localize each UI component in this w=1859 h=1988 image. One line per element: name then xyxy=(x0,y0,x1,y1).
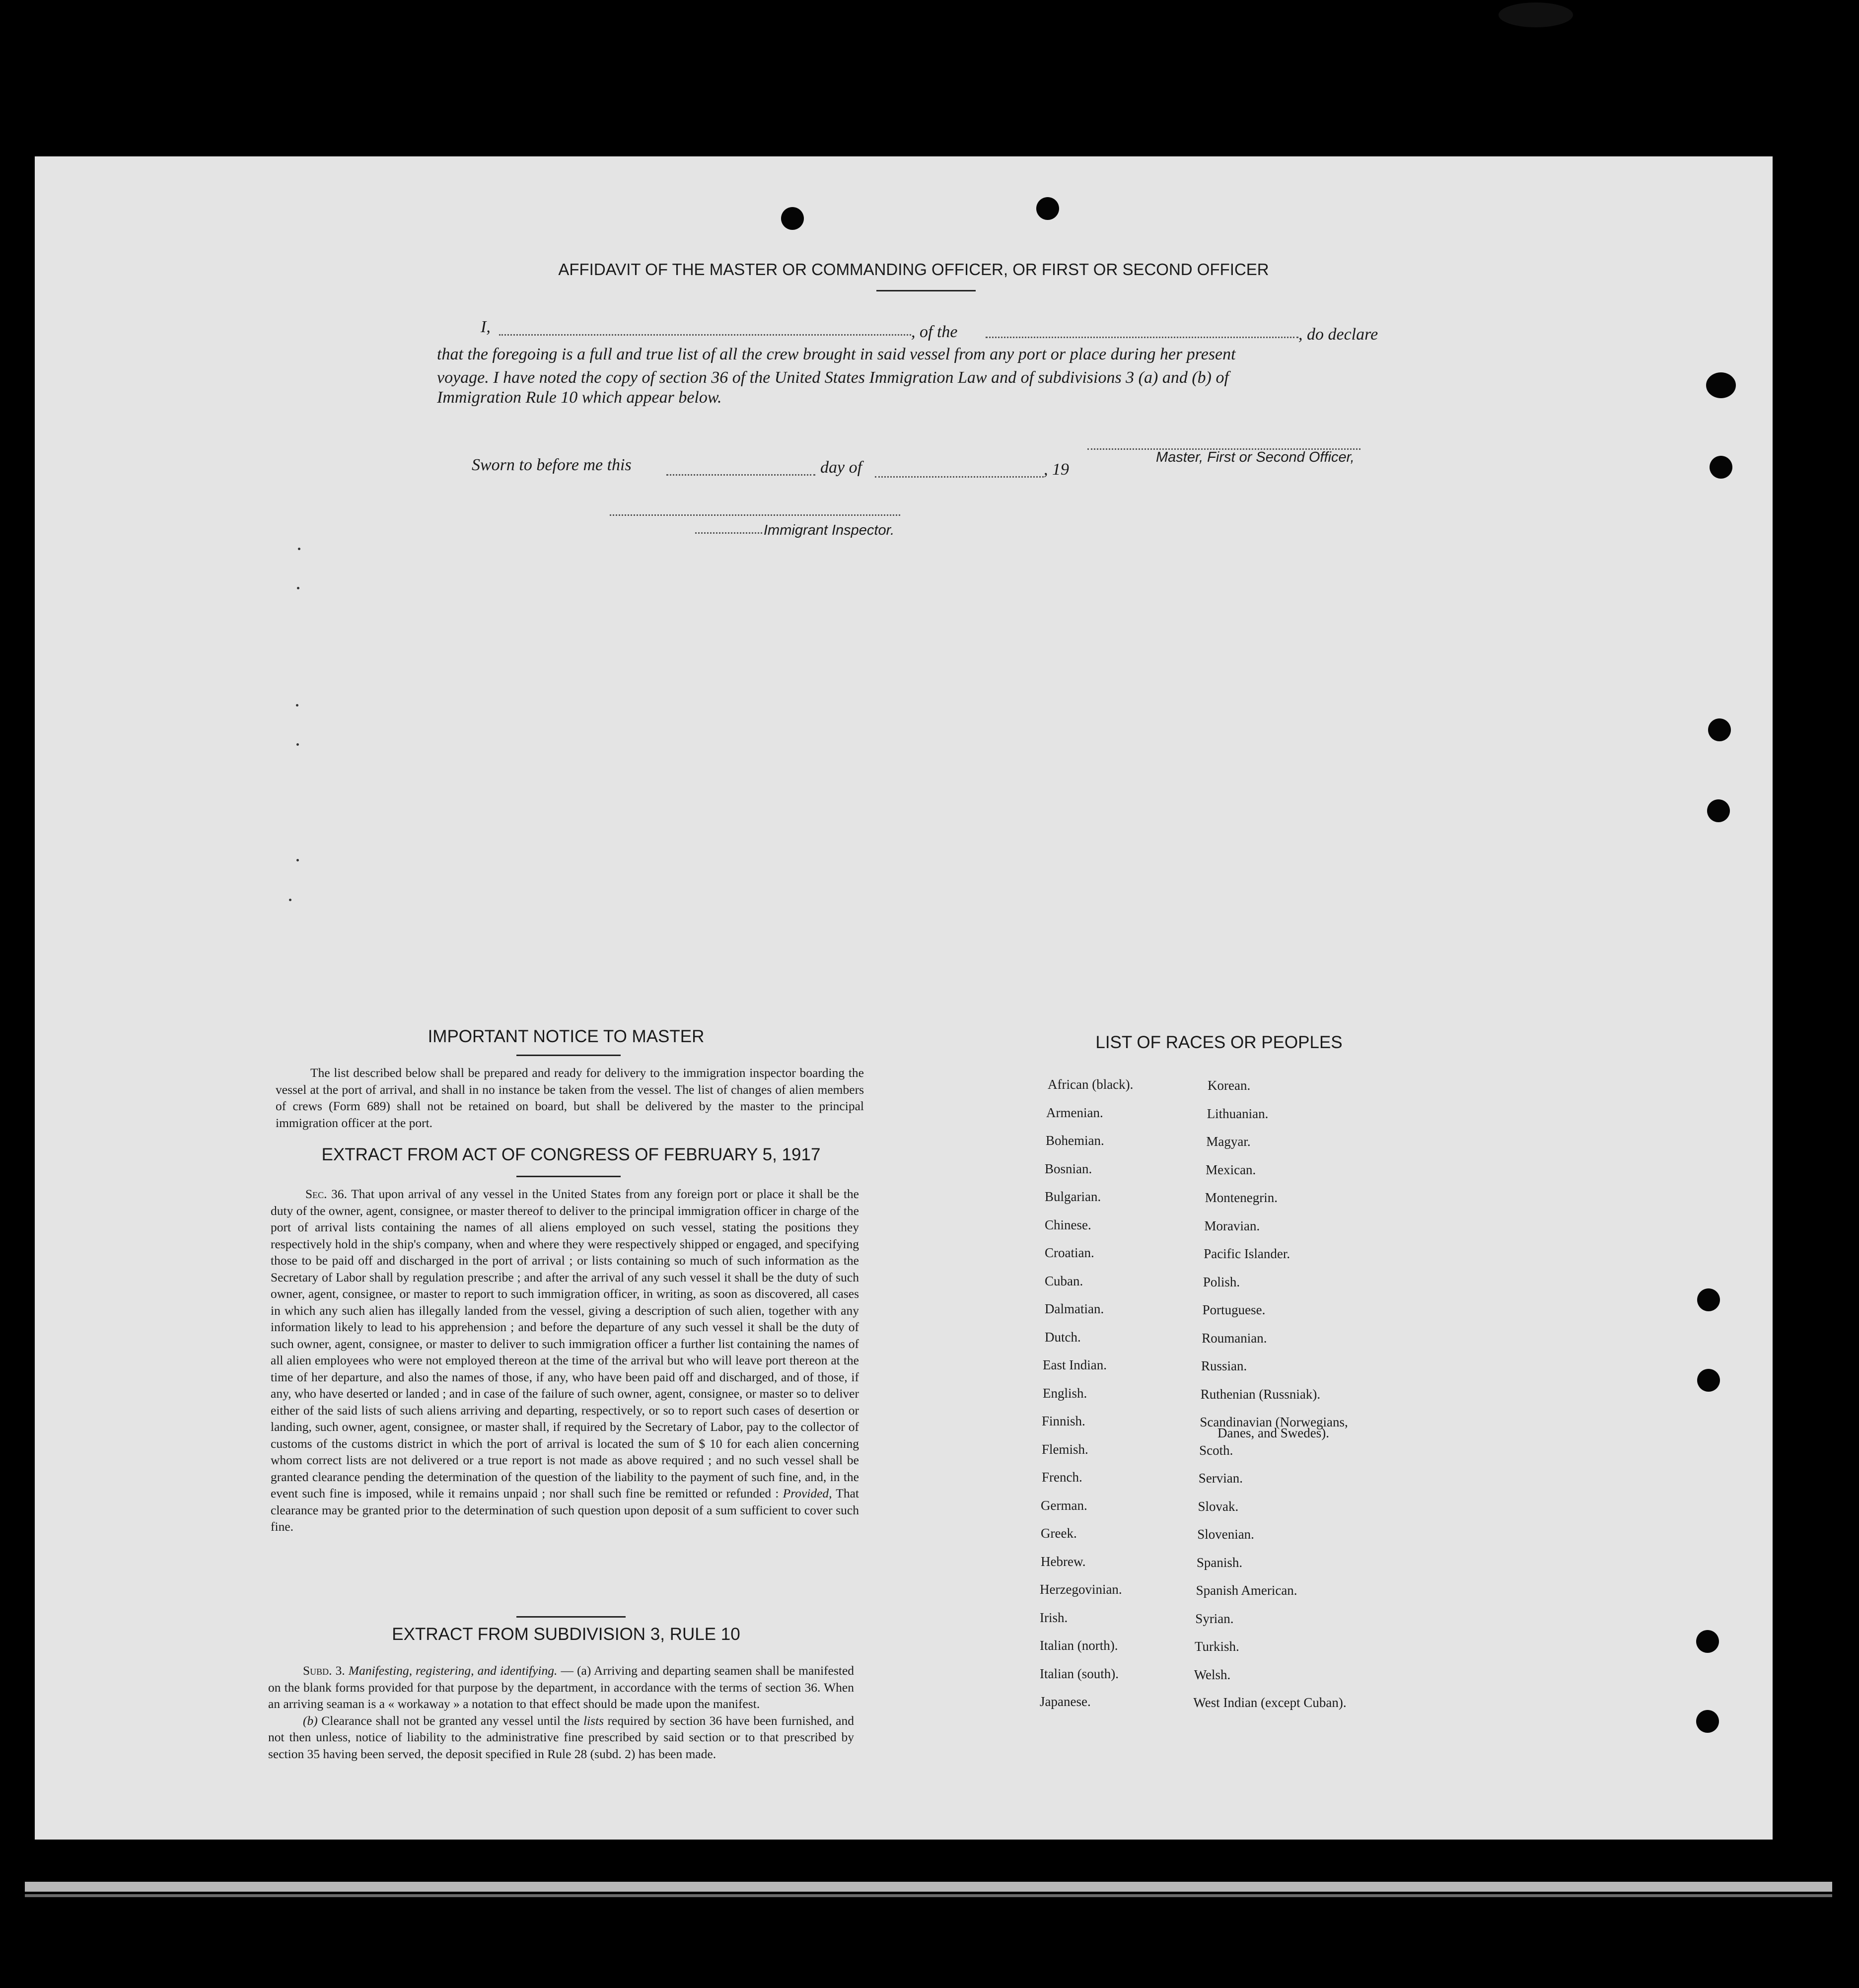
notice-text xyxy=(276,1065,864,1131)
race-item: Pacific Islander. xyxy=(1204,1246,1290,1261)
race-item: Italian (north). xyxy=(1040,1638,1118,1653)
race-item: Korean. xyxy=(1208,1078,1251,1093)
extract-rule-title: EXTRACT FROM SUBDIVISION 3, RULE 10 xyxy=(392,1625,740,1644)
race-item: African (black). xyxy=(1048,1077,1134,1092)
race-item: Servian. xyxy=(1198,1471,1243,1486)
vessel-field[interactable] xyxy=(986,337,1298,338)
subd-a-text: — (a) Arriving and departing seamen shall be manifested on the blank forms provided for that purpose by the department, in accordance with the terms of section 36. When an arriving seaman is a « workaway » a notation to that effect should be made upon the manifest. xyxy=(268,1663,855,1711)
inspector-signature-line[interactable] xyxy=(610,514,900,516)
year-label: , 19 xyxy=(1044,460,1069,479)
race-item: Russian. xyxy=(1201,1358,1247,1373)
race-item: Hebrew. xyxy=(1041,1554,1086,1569)
extract-act-rule xyxy=(516,1176,621,1177)
race-item: Mexican. xyxy=(1206,1162,1256,1177)
stray-mark xyxy=(296,743,299,746)
extract-act-text xyxy=(271,1186,859,1535)
punch-hole xyxy=(1708,718,1731,741)
race-item: Ruthenian (Russniak). xyxy=(1200,1386,1321,1402)
punch-hole xyxy=(1707,799,1730,822)
race-item: East Indian. xyxy=(1043,1357,1107,1372)
provided-text: That clearance may be granted prior to the determination of such question upon deposit of a sum sufficient to cover such fine. xyxy=(271,1486,859,1534)
stray-mark xyxy=(298,548,300,550)
race-item: Magyar. xyxy=(1206,1134,1251,1149)
race-item: Polish. xyxy=(1203,1274,1240,1289)
day-of-label: day of xyxy=(820,458,862,477)
sworn-label: Sworn to before me this xyxy=(472,456,632,474)
sec-text: That upon arrival of any vessel in the United States from any foreign port or place it shall be the duty of the owner, agent, consignee, or master thereof to deliver to the principal immigration officer in charge of the port of arrival lists containing the names of all aliens employed on such vessel, stating the positions they respectively hold in the ship's company, when and where they were respectively shipped or engaged, and specifying those to be paid off and discharged in the port of arrival ; or lists containing so much of such information as the Secretary of Labor shall by regulation prescribe ; and after the arrival of any such vessel it shall be the duty of such owner, agent, consignee, or master to report to such immigration officer, in writing, as soon as discovered, all cases in which any such alien has illegally landed from the vessel, giving a description of such alien, together with any information likely to lead to his apprehension ; and before the departure of any such vessel it shall be the duty of such owner, agent, consignee, or master to deliver to such immigration officer a further list containing the names of all alien employees who were not employed thereon at the time of the arrival but who will leave port thereon at the time of her departure, and also the names of those, if any, who have been paid off and discharged, and of those, if any, who have deserted or landed ; and in case of the failure of such owner, agent, consignee, or master so to deliver either of the said lists of such aliens arriving and departing, respectively, or so to report such cases of desertion or landing, such owner, agent, consignee, or master shall, if required by the Secretary of Labor, pay to the collector of customs of the customs district in which the port of arrival is located the sum of $ 10 for each alien concerning whom correct lists are not delivered or a true report is not made as above required ; and no such vessel shall be granted clearance pending the determination of the question of the liability to the payment of such fine, and, in the event such fine is imposed, while it remains unpaid ; nor shall such fine be remitted or refunded : xyxy=(271,1187,859,1500)
race-item: Spanish. xyxy=(1196,1555,1243,1570)
race-item: Scoth. xyxy=(1199,1442,1233,1458)
race-item: Slovak. xyxy=(1198,1498,1239,1514)
affidavit-title: AFFIDAVIT OF THE MASTER OR COMMANDING OFFICER, OR FIRST OR SECOND OFFICER xyxy=(558,260,1269,279)
punch-hole xyxy=(1697,1288,1720,1311)
punch-hole xyxy=(1036,197,1059,220)
race-item: Roumanian. xyxy=(1202,1330,1267,1346)
affidavit-i: I, xyxy=(481,318,491,336)
race-item: Herzegovinian. xyxy=(1040,1582,1122,1597)
subd-label: Subd. 3. xyxy=(303,1663,345,1678)
form-page xyxy=(35,156,1773,1840)
affidavit-of-the: , of the xyxy=(911,323,958,341)
punch-hole xyxy=(781,207,804,230)
race-item: Lithuanian. xyxy=(1207,1106,1269,1121)
stray-mark xyxy=(296,859,299,861)
race-item: Scandinavian (Norwegians, xyxy=(1200,1415,1348,1429)
race-item: Syrian. xyxy=(1195,1611,1234,1626)
film-edge-line xyxy=(25,1894,1832,1897)
sec-label: Sec. 36. xyxy=(305,1187,348,1201)
inspector-signature-label: Immigrant Inspector. xyxy=(764,522,895,538)
punch-hole xyxy=(1696,1710,1719,1733)
punch-hole xyxy=(1696,1630,1719,1653)
race-item: Armenian. xyxy=(1046,1105,1103,1120)
subd-b-text-1: Clearance shall not be granted any vessel until the xyxy=(321,1713,580,1728)
punch-hole xyxy=(1710,456,1732,479)
race-item: Chinese. xyxy=(1045,1217,1091,1232)
affidavit-line4: Immigration Rule 10 which appear below. xyxy=(437,388,722,407)
subd-title: Manifesting, registering, and identifying. xyxy=(348,1663,558,1678)
master-signature-label: Master, First or Second Officer, xyxy=(1156,449,1355,465)
race-item: Greek. xyxy=(1041,1526,1077,1541)
notice-title: IMPORTANT NOTICE TO MASTER xyxy=(428,1027,705,1046)
film-edge-strip xyxy=(25,1882,1832,1892)
sworn-day-field[interactable] xyxy=(666,474,815,476)
race-item: Portuguese. xyxy=(1202,1302,1266,1317)
race-item: Croatian. xyxy=(1045,1245,1094,1260)
race-item: Dalmatian. xyxy=(1045,1301,1104,1316)
notice-paragraph: The list described below shall be prepared and ready for delivery to the immigration inspector boarding the vessel at the port of arrival, and shall in no instance be taken from the vessel. The list of changes of alien members of crews (Form 689) shall not be retained on board, but shall be delivered by the master to the principal immigration officer at the port. xyxy=(276,1065,864,1130)
race-item: Bohemian. xyxy=(1046,1133,1104,1148)
race-item: Irish. xyxy=(1040,1610,1068,1625)
stray-mark xyxy=(297,587,299,589)
race-item: Dutch. xyxy=(1045,1329,1081,1345)
race-item-continuation: Danes, and Swedes). xyxy=(1217,1425,1329,1440)
top-smudge xyxy=(1499,2,1573,27)
race-item: Bulgarian. xyxy=(1045,1189,1101,1204)
race-item: Japanese. xyxy=(1040,1694,1091,1709)
provided-label: Provided, xyxy=(783,1486,832,1500)
race-item: Italian (south). xyxy=(1040,1666,1119,1681)
race-item: Slovenian. xyxy=(1197,1527,1254,1542)
name-field[interactable] xyxy=(499,334,911,336)
inspector-signature-lead xyxy=(695,532,762,534)
extract-act-title: EXTRACT FROM ACT OF CONGRESS OF FEBRUARY 5, 1917 xyxy=(321,1145,821,1164)
race-item: Welsh. xyxy=(1194,1667,1231,1682)
sworn-month-field[interactable] xyxy=(875,476,1044,478)
title-rule xyxy=(876,290,976,291)
punch-hole xyxy=(1697,1369,1720,1392)
race-item: Moravian. xyxy=(1204,1218,1260,1233)
race-item: Bosnian. xyxy=(1045,1161,1092,1176)
extract-rule-rule xyxy=(516,1616,626,1618)
punch-hole xyxy=(1706,372,1736,398)
race-item: Montenegrin. xyxy=(1205,1190,1278,1205)
race-item: Flemish. xyxy=(1042,1441,1088,1457)
race-item: West Indian (except Cuban). xyxy=(1193,1695,1347,1710)
race-item: Turkish. xyxy=(1195,1639,1239,1654)
subd-b-text-2: required by section 36 have been furnished, and not then unless, notice of liability to the administrative fine prescribed by said section or to that prescribed by section 35 having been served, the deposit specified in Rule 28 (subd. 2) has been made. xyxy=(268,1713,854,1761)
subd-b-label: (b) xyxy=(303,1713,318,1728)
subd-b-lists: lists xyxy=(583,1713,604,1728)
extract-rule-text xyxy=(268,1662,854,1762)
affidavit-line2: that the foregoing is a full and true list of all the crew brought in said vessel from any port or place during her present xyxy=(437,345,1236,363)
race-item: Finnish. xyxy=(1042,1414,1085,1428)
race-item: Cuban. xyxy=(1045,1273,1083,1288)
race-item: German. xyxy=(1041,1497,1087,1513)
stray-mark xyxy=(296,704,298,707)
race-item: Spanish American. xyxy=(1196,1583,1297,1598)
notice-rule xyxy=(516,1055,621,1056)
races-title: LIST OF RACES OR PEOPLES xyxy=(1095,1033,1343,1052)
affidavit-line3: voyage. I have noted the copy of section 36 of the United States Immigration Law and of subdivisions 3 (a) and (b) of xyxy=(437,368,1229,387)
stray-mark xyxy=(289,899,291,901)
race-item: English. xyxy=(1043,1385,1087,1401)
affidavit-declare: , do declare xyxy=(1298,325,1378,344)
race-item: French. xyxy=(1042,1470,1082,1485)
